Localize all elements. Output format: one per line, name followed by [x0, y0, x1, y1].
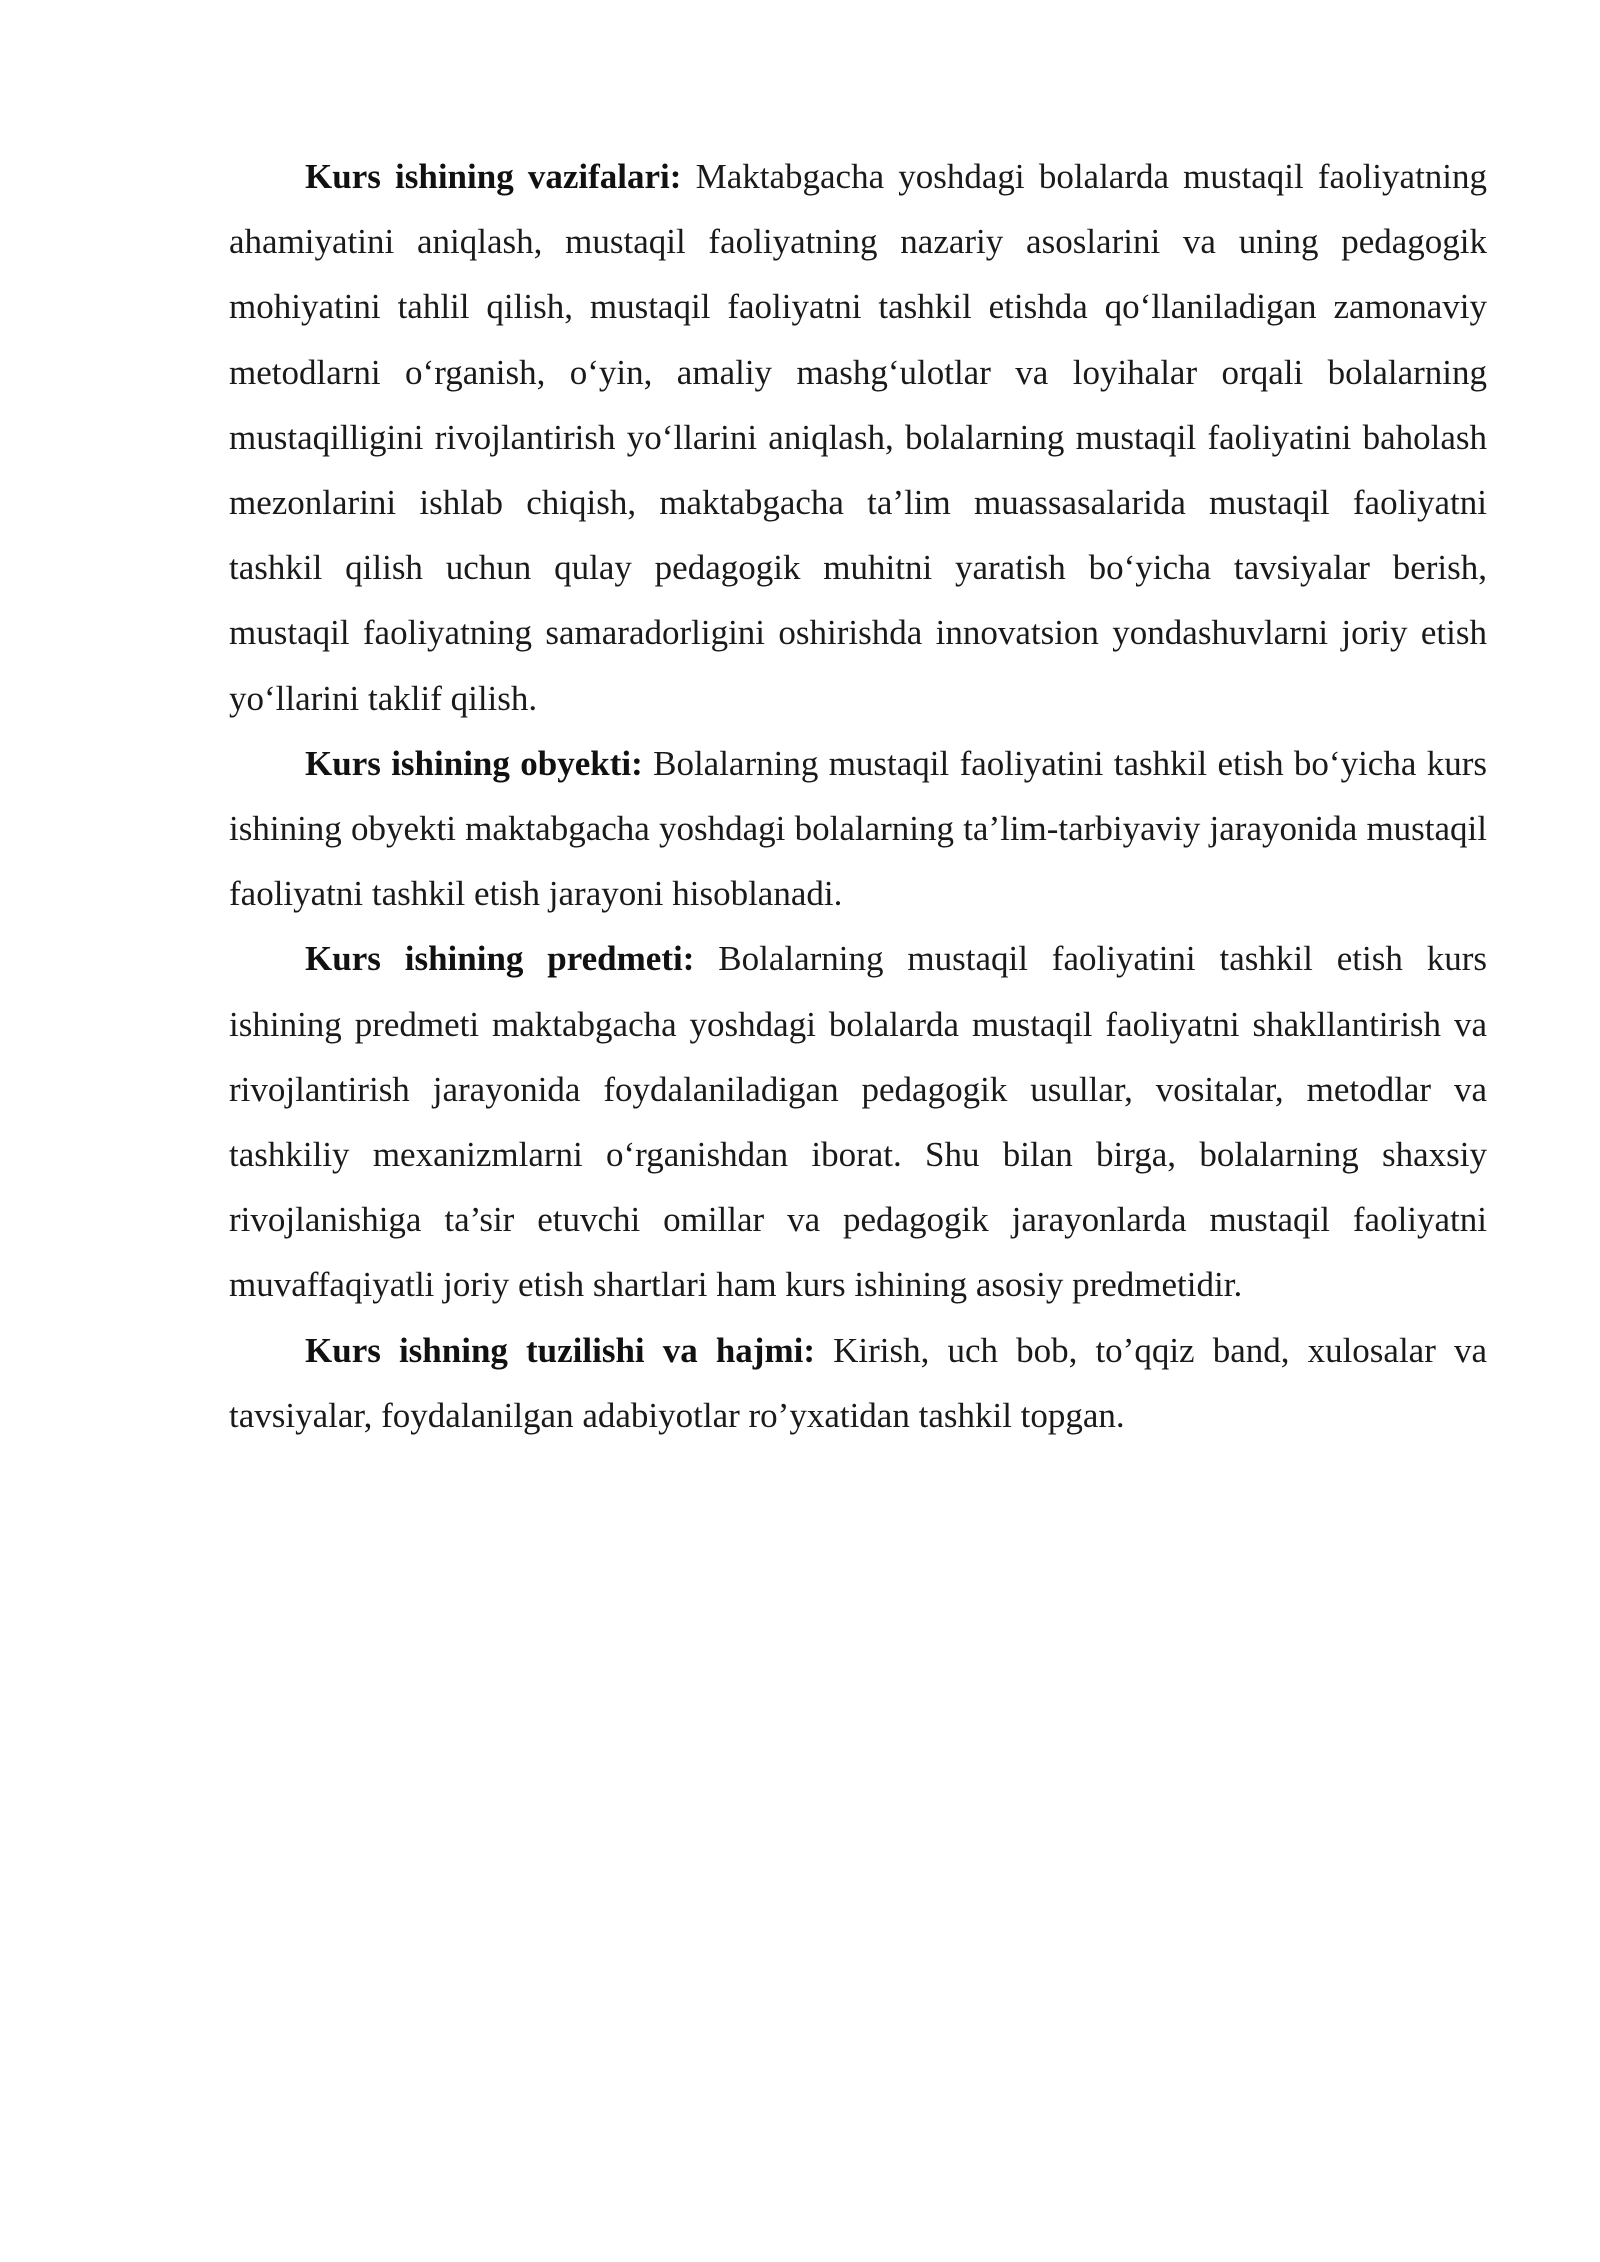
paragraph-text: Kirish, uch bob, to’qqiz band, xulosalar va tavsiyalar, foydalanilgan adabiyotlar ro’yxatidan tashkil topgan.: [229, 1330, 1488, 1435]
paragraph-heading: Kurs ishining predmeti:: [305, 939, 695, 979]
paragraph-subject: [229, 926, 1487, 1317]
document-body: [229, 144, 1487, 1448]
paragraph-text: Bolalarning mustaqil faoliyatini tashkil etish bo‘yicha kurs ishining obyekti maktabgacha yoshdagi bolalarning ta’lim-tarbiyaviy jarayonida mustaqil faoliyatni tashkil etish jarayoni hisoblanadi.: [229, 743, 1488, 914]
paragraph-structure: [229, 1318, 1487, 1448]
paragraph-tasks: [229, 144, 1487, 731]
paragraph-heading: Kurs ishining obyekti:: [305, 743, 643, 783]
paragraph-text: Maktabgacha yoshdagi bolalarda mustaqil faoliyatning ahamiyatini aniqlash, mustaqil faoliyatning nazariy asoslarini va uning pedagogik mohiyatini tahlil qilish, mustaqil faoliyatni tashkil etishda qo‘llaniladigan zamonaviy metodlarni o‘rganish, o‘yin, amaliy mashg‘ulotlar va loyihalar orqali bolalarning mustaqilligini rivojlantirish yo‘llarini aniqlash, bolalarning mustaqil faoliyatini baholash mezonlarini ishlab chiqish, maktabgacha ta’lim muassasalarida mustaqil faoliyatni tashkil qilish uchun qulay pedagogik muhitni yaratish bo‘yicha tavsiyalar berish, mustaqil faoliyatning samaradorligini oshirishda innovatsion yondashuvlarni joriy etish yo‘llarini taklif qilish.: [229, 157, 1488, 718]
paragraph-heading: Kurs ishning tuzilishi va hajmi:: [305, 1330, 816, 1370]
paragraph-object: [229, 731, 1487, 927]
paragraph-heading: Kurs ishining vazifalari:: [305, 157, 682, 196]
paragraph-text: Bolalarning mustaqil faoliyatini tashkil etish kurs ishining predmeti maktabgacha yoshdagi bolalarda mustaqil faoliyatni shakllantirish va rivojlantirish jarayonida foydalaniladigan pedagogik usullar, vositalar, metodlar va tashkiliy mexanizmlarni o‘rganishdan iborat. Shu bilan birga, bolalarning shaxsiy rivojlanishiga ta’sir etuvchi omillar va pedagogik jarayonlarda mustaqil faoliyatni muvaffaqiyatli joriy etish shartlari ham kurs ishining asosiy predmetidir.: [229, 939, 1487, 1305]
